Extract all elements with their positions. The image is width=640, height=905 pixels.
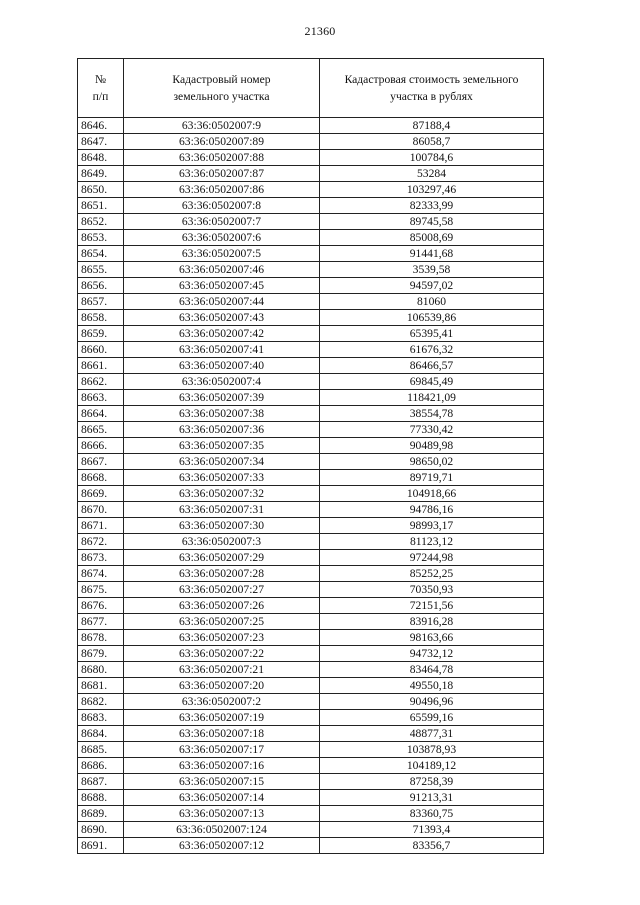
cadastral-number: 63:36:0502007:88	[124, 150, 320, 166]
cadastral-value: 90489,98	[320, 438, 544, 454]
cadastral-number: 63:36:0502007:33	[124, 470, 320, 486]
cadastral-value: 91441,68	[320, 246, 544, 262]
cadastral-number: 63:36:0502007:34	[124, 454, 320, 470]
row-number: 8651.	[78, 198, 124, 214]
table-row	[78, 838, 544, 854]
row-number: 8661.	[78, 358, 124, 374]
cadastral-number: 63:36:0502007:30	[124, 518, 320, 534]
table-row	[78, 662, 544, 678]
row-number: 8647.	[78, 134, 124, 150]
table-row	[78, 678, 544, 694]
cadastral-value: 103878,93	[320, 742, 544, 758]
table-row	[78, 742, 544, 758]
row-number: 8682.	[78, 694, 124, 710]
row-number: 8687.	[78, 774, 124, 790]
cadastral-number: 63:36:0502007:9	[124, 118, 320, 134]
cadastral-value: 98163,66	[320, 630, 544, 646]
cadastral-value: 83464,78	[320, 662, 544, 678]
cadastral-number: 63:36:0502007:7	[124, 214, 320, 230]
table-row	[78, 374, 544, 390]
row-number: 8649.	[78, 166, 124, 182]
cadastral-value: 83916,28	[320, 614, 544, 630]
cadastral-number: 63:36:0502007:89	[124, 134, 320, 150]
row-number: 8654.	[78, 246, 124, 262]
cadastral-number: 63:36:0502007:28	[124, 566, 320, 582]
cadastral-value: 104918,66	[320, 486, 544, 502]
cadastral-number: 63:36:0502007:38	[124, 406, 320, 422]
cadastral-number: 63:36:0502007:42	[124, 326, 320, 342]
table-row	[78, 806, 544, 822]
table-row	[78, 502, 544, 518]
table-row	[78, 422, 544, 438]
header-cadastral-number	[124, 59, 320, 118]
cadastral-number: 63:36:0502007:14	[124, 790, 320, 806]
row-number: 8674.	[78, 566, 124, 582]
cadastral-value: 100784,6	[320, 150, 544, 166]
table-row	[78, 246, 544, 262]
cadastre-table	[77, 58, 544, 854]
cadastral-number: 63:36:0502007:6	[124, 230, 320, 246]
cadastral-value: 86466,57	[320, 358, 544, 374]
cadastral-value: 98993,17	[320, 518, 544, 534]
cadastral-number: 63:36:0502007:16	[124, 758, 320, 774]
row-number: 8689.	[78, 806, 124, 822]
cadastral-value: 94732,12	[320, 646, 544, 662]
row-number: 8657.	[78, 294, 124, 310]
row-number: 8686.	[78, 758, 124, 774]
cadastral-value: 87258,39	[320, 774, 544, 790]
row-number: 8678.	[78, 630, 124, 646]
cadastral-value: 89719,71	[320, 470, 544, 486]
table-row	[78, 310, 544, 326]
cadastral-number: 63:36:0502007:25	[124, 614, 320, 630]
row-number: 8646.	[78, 118, 124, 134]
table-row	[78, 790, 544, 806]
cadastral-value: 94786,16	[320, 502, 544, 518]
row-number: 8685.	[78, 742, 124, 758]
header-value-line1: Кадастровая стоимость земельного	[344, 73, 519, 86]
cadastral-number: 63:36:0502007:35	[124, 438, 320, 454]
cadastral-value: 77330,42	[320, 422, 544, 438]
table-row	[78, 342, 544, 358]
cadastral-number: 63:36:0502007:31	[124, 502, 320, 518]
table-header	[78, 59, 544, 118]
table-row	[78, 294, 544, 310]
cadastral-value: 81123,12	[320, 534, 544, 550]
table-row	[78, 726, 544, 742]
row-number: 8670.	[78, 502, 124, 518]
cadastral-number: 63:36:0502007:23	[124, 630, 320, 646]
cadastral-number: 63:36:0502007:39	[124, 390, 320, 406]
row-number: 8672.	[78, 534, 124, 550]
table-row	[78, 182, 544, 198]
table-row	[78, 822, 544, 838]
row-number: 8650.	[78, 182, 124, 198]
header-value-line2: участка в рублях	[390, 90, 473, 103]
cadastral-value: 53284	[320, 166, 544, 182]
cadastral-value: 3539,58	[320, 262, 544, 278]
row-number: 8680.	[78, 662, 124, 678]
header-number	[78, 59, 124, 118]
row-number: 8665.	[78, 422, 124, 438]
cadastral-value: 89745,58	[320, 214, 544, 230]
row-number: 8681.	[78, 678, 124, 694]
cadastral-value: 82333,99	[320, 198, 544, 214]
header-number-line1: №	[94, 73, 107, 86]
table-row	[78, 262, 544, 278]
cadastral-number: 63:36:0502007:17	[124, 742, 320, 758]
cadastral-value: 91213,31	[320, 790, 544, 806]
row-number: 8669.	[78, 486, 124, 502]
table-row	[78, 630, 544, 646]
row-number: 8671.	[78, 518, 124, 534]
table-row	[78, 214, 544, 230]
cadastral-number: 63:36:0502007:32	[124, 486, 320, 502]
row-number: 8653.	[78, 230, 124, 246]
cadastral-number: 63:36:0502007:26	[124, 598, 320, 614]
cadastral-number: 63:36:0502007:20	[124, 678, 320, 694]
header-cadastral-line2: земельного участка	[173, 90, 270, 103]
cadastral-number: 63:36:0502007:15	[124, 774, 320, 790]
cadastral-value: 85008,69	[320, 230, 544, 246]
table-row	[78, 774, 544, 790]
cadastral-value: 71393,4	[320, 822, 544, 838]
cadastral-number: 63:36:0502007:29	[124, 550, 320, 566]
cadastral-value: 118421,09	[320, 390, 544, 406]
row-number: 8664.	[78, 406, 124, 422]
cadastral-number: 63:36:0502007:4	[124, 374, 320, 390]
table-row	[78, 230, 544, 246]
row-number: 8677.	[78, 614, 124, 630]
table-row	[78, 198, 544, 214]
cadastral-number: 63:36:0502007:27	[124, 582, 320, 598]
table-row	[78, 646, 544, 662]
cadastral-number: 63:36:0502007:18	[124, 726, 320, 742]
cadastral-value: 48877,31	[320, 726, 544, 742]
cadastral-number: 63:36:0502007:44	[124, 294, 320, 310]
row-number: 8675.	[78, 582, 124, 598]
table-row	[78, 390, 544, 406]
cadastral-number: 63:36:0502007:5	[124, 246, 320, 262]
cadastral-value: 85252,25	[320, 566, 544, 582]
cadastral-number: 63:36:0502007:45	[124, 278, 320, 294]
table-row	[78, 470, 544, 486]
table-row	[78, 550, 544, 566]
cadastral-number: 63:36:0502007:87	[124, 166, 320, 182]
row-number: 8655.	[78, 262, 124, 278]
cadastral-number: 63:36:0502007:8	[124, 198, 320, 214]
row-number: 8688.	[78, 790, 124, 806]
cadastral-value: 65395,41	[320, 326, 544, 342]
row-number: 8660.	[78, 342, 124, 358]
page-number: 21360	[304, 24, 336, 38]
cadastral-number: 63:36:0502007:13	[124, 806, 320, 822]
header-cadastral-value	[320, 59, 544, 118]
cadastral-value: 87188,4	[320, 118, 544, 134]
cadastral-number: 63:36:0502007:22	[124, 646, 320, 662]
row-number: 8656.	[78, 278, 124, 294]
table-row	[78, 566, 544, 582]
cadastral-value: 106539,86	[320, 310, 544, 326]
table-row	[78, 118, 544, 134]
table-row	[78, 406, 544, 422]
cadastral-number: 63:36:0502007:3	[124, 534, 320, 550]
row-number: 8652.	[78, 214, 124, 230]
row-number: 8666.	[78, 438, 124, 454]
row-number: 8662.	[78, 374, 124, 390]
cadastral-value: 83356,7	[320, 838, 544, 854]
row-number: 8663.	[78, 390, 124, 406]
table-row	[78, 614, 544, 630]
table-row	[78, 134, 544, 150]
cadastral-number: 63:36:0502007:12	[124, 838, 320, 854]
table-row	[78, 582, 544, 598]
table-body	[78, 118, 544, 854]
row-number: 8673.	[78, 550, 124, 566]
cadastral-number: 63:36:0502007:124	[124, 822, 320, 838]
cadastral-value: 97244,98	[320, 550, 544, 566]
cadastral-value: 65599,16	[320, 710, 544, 726]
cadastral-number: 63:36:0502007:21	[124, 662, 320, 678]
header-cadastral-line1: Кадастровый номер	[172, 73, 271, 86]
cadastral-value: 70350,93	[320, 582, 544, 598]
table-row	[78, 358, 544, 374]
cadastral-value: 69845,49	[320, 374, 544, 390]
table-row	[78, 150, 544, 166]
cadastral-value: 86058,7	[320, 134, 544, 150]
row-number: 8683.	[78, 710, 124, 726]
cadastral-value: 94597,02	[320, 278, 544, 294]
header-row	[78, 59, 544, 118]
cadastral-number: 63:36:0502007:40	[124, 358, 320, 374]
row-number: 8691.	[78, 838, 124, 854]
cadastral-number: 63:36:0502007:36	[124, 422, 320, 438]
table-row	[78, 598, 544, 614]
row-number: 8667.	[78, 454, 124, 470]
cadastral-value: 98650,02	[320, 454, 544, 470]
table-row	[78, 710, 544, 726]
row-number: 8679.	[78, 646, 124, 662]
row-number: 8690.	[78, 822, 124, 838]
cadastral-value: 104189,12	[320, 758, 544, 774]
table-row	[78, 534, 544, 550]
table-row	[78, 454, 544, 470]
table-row	[78, 166, 544, 182]
table-row	[78, 438, 544, 454]
table-row	[78, 278, 544, 294]
row-number: 8684.	[78, 726, 124, 742]
row-number: 8659.	[78, 326, 124, 342]
cadastral-number: 63:36:0502007:46	[124, 262, 320, 278]
table-row	[78, 486, 544, 502]
cadastral-number: 63:36:0502007:41	[124, 342, 320, 358]
table-row	[78, 694, 544, 710]
cadastral-value: 61676,32	[320, 342, 544, 358]
cadastral-value: 83360,75	[320, 806, 544, 822]
cadastral-value: 81060	[320, 294, 544, 310]
table-row	[78, 518, 544, 534]
cadastral-value: 49550,18	[320, 678, 544, 694]
row-number: 8648.	[78, 150, 124, 166]
row-number: 8668.	[78, 470, 124, 486]
cadastral-number: 63:36:0502007:19	[124, 710, 320, 726]
table-row	[78, 758, 544, 774]
row-number: 8658.	[78, 310, 124, 326]
cadastral-value: 38554,78	[320, 406, 544, 422]
cadastral-value: 90496,96	[320, 694, 544, 710]
cadastral-value: 72151,56	[320, 598, 544, 614]
cadastral-number: 63:36:0502007:2	[124, 694, 320, 710]
cadastral-number: 63:36:0502007:43	[124, 310, 320, 326]
row-number: 8676.	[78, 598, 124, 614]
cadastral-value: 103297,46	[320, 182, 544, 198]
header-number-line2: п/п	[92, 90, 109, 103]
cadastral-number: 63:36:0502007:86	[124, 182, 320, 198]
table-row	[78, 326, 544, 342]
